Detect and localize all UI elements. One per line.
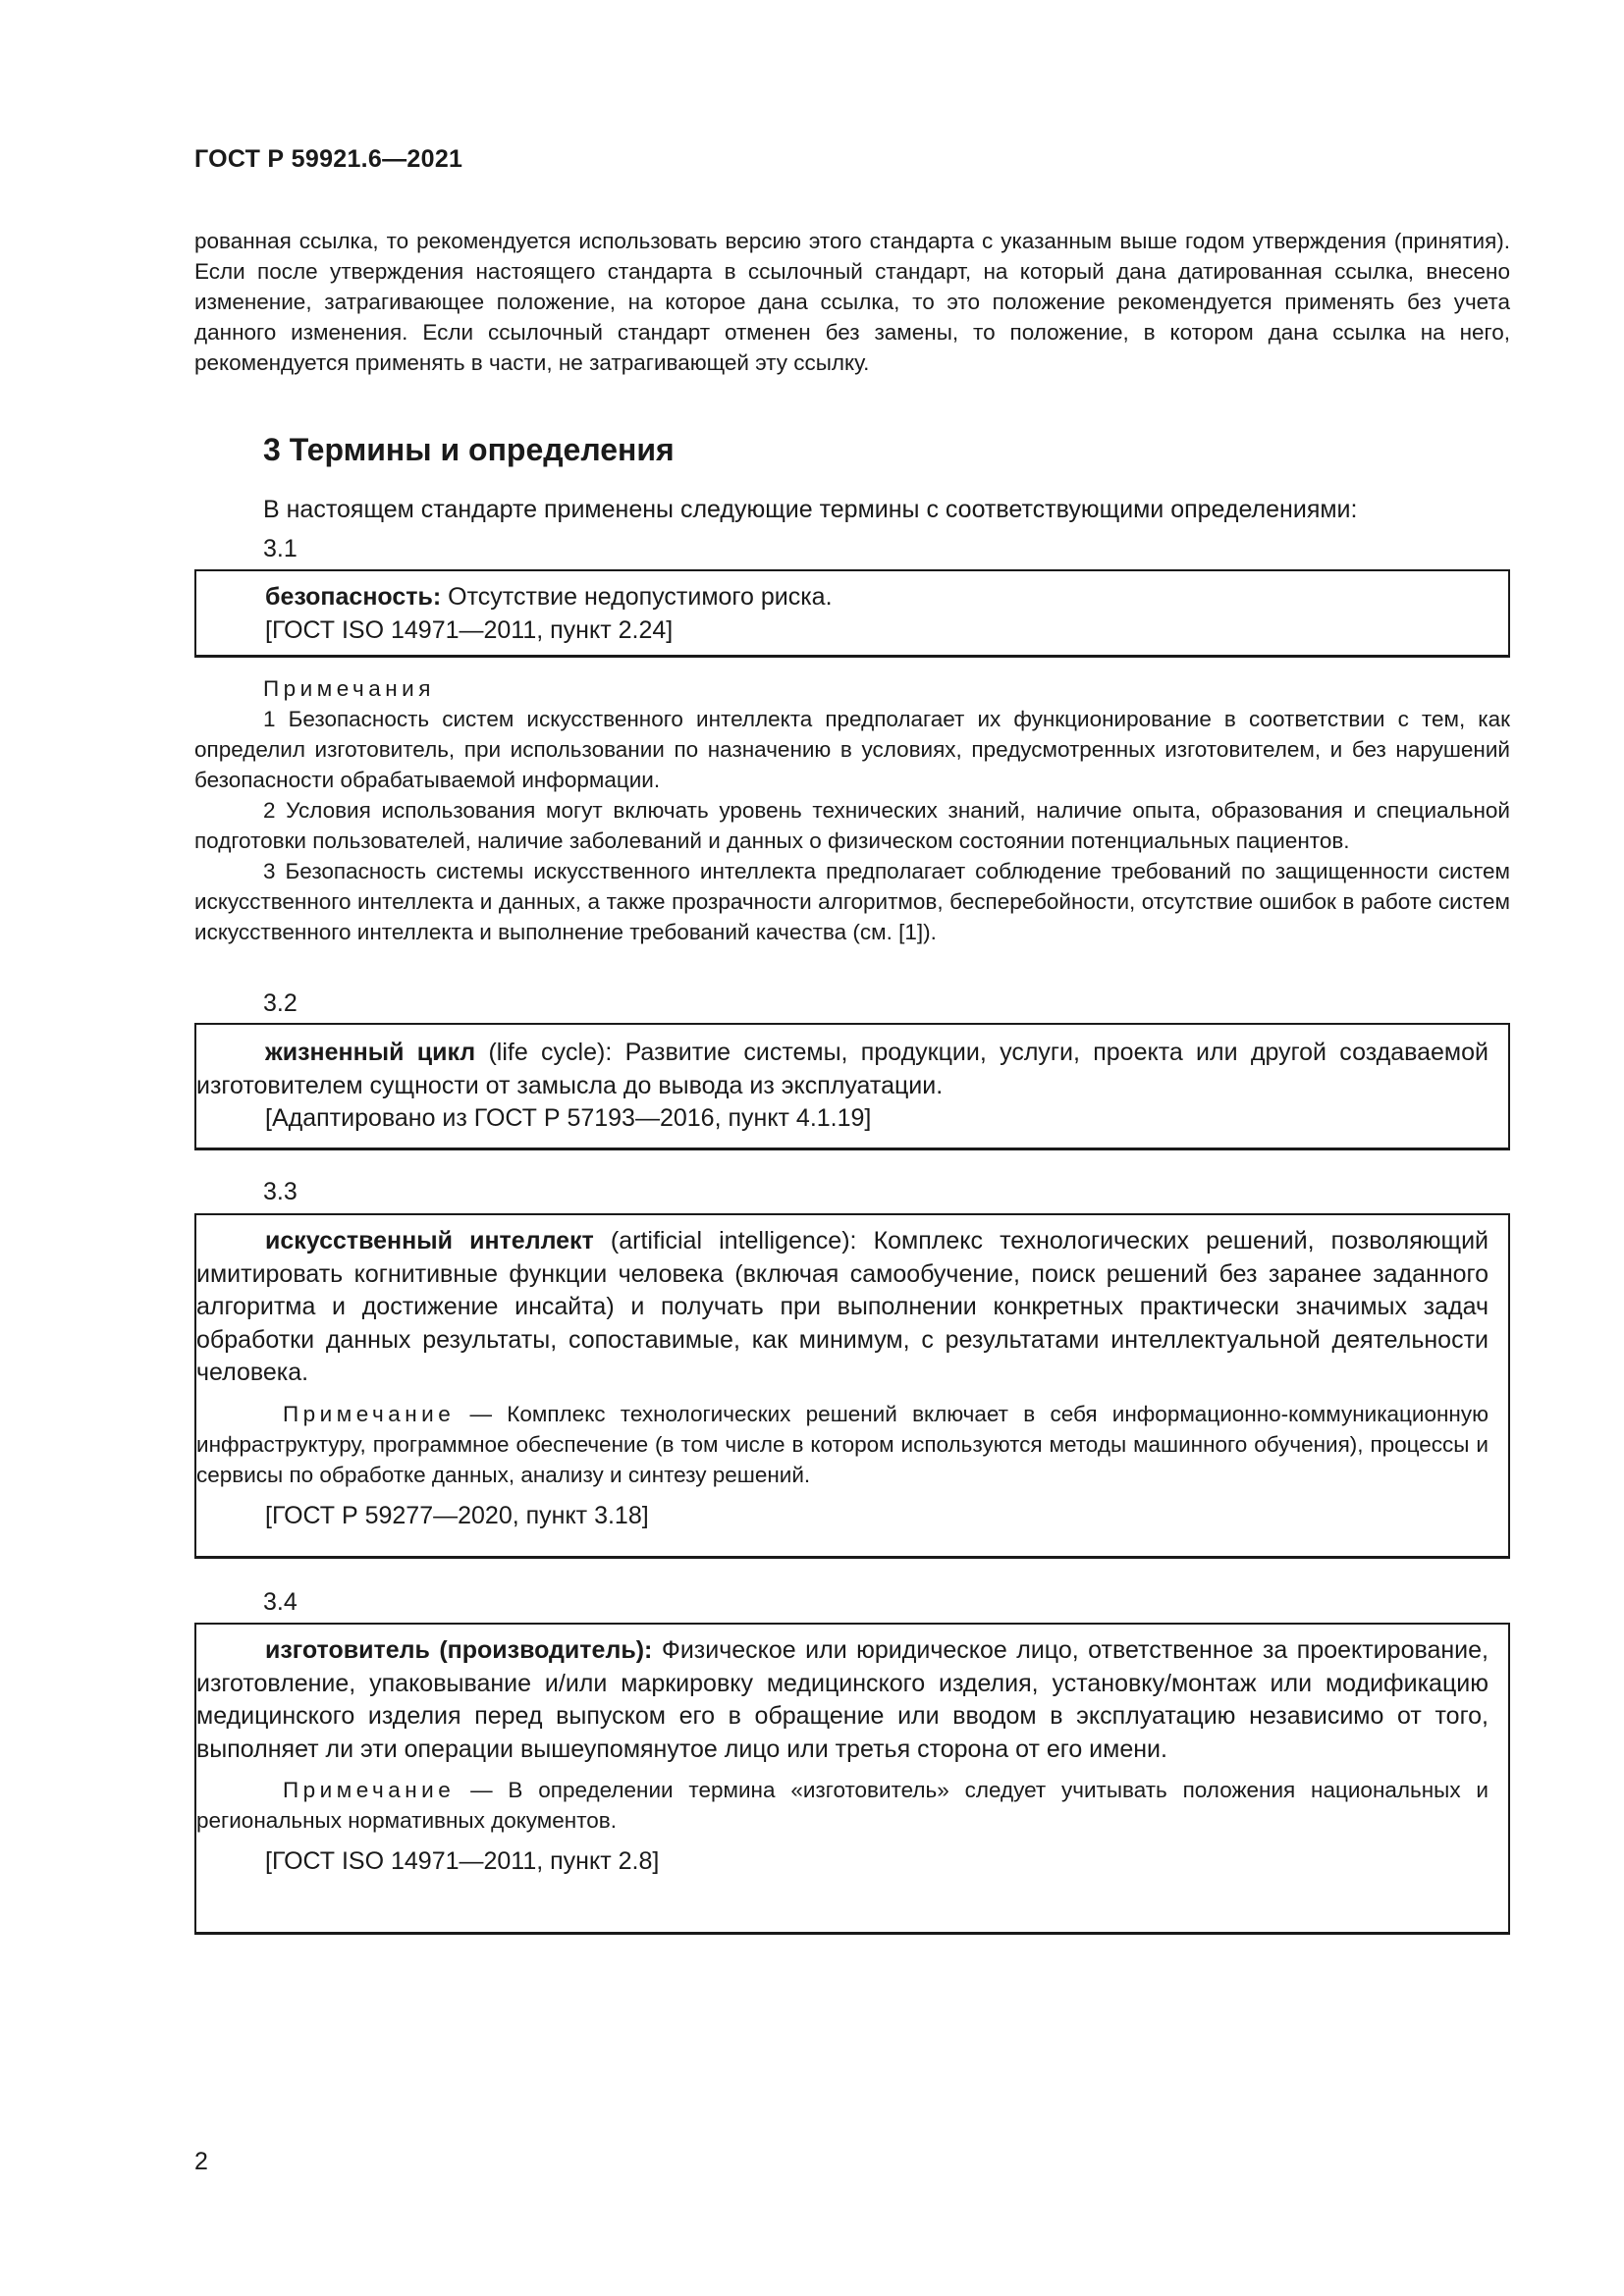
document-header: ГОСТ Р 59921.6—2021 <box>194 145 463 173</box>
term-box-3-4 <box>194 1623 1510 1935</box>
note-text: — В определении термина «изготовитель» следует учитывать положения национальных и региональных нормативных документов. <box>196 1778 1489 1833</box>
term-definition <box>196 1225 1489 1390</box>
note-item: 3 Безопасность системы искусственного интеллекта предполагает соблюдение требований по защищенности систем искусственного интеллекта и данных, а также прозрачности алгоритмов, бесперебойности, отсутствие ошибок в работе систем искусственного интеллекта и выполнение требований качества (см. [1]). <box>194 859 1510 944</box>
notes-3-1 <box>194 673 1510 947</box>
term-definition-text: : Комплекс технологических решений, позволяющий имитировать когнитивные функции человека (включая самообучение, поиск решений без заранее заданного алгоритма и достижение инсайта) и получать при выполнении конкретных практически значимых задач обработки данных результаты, сопоставимые, как минимум, с результатами интеллектуальной деятельности человека. <box>196 1227 1489 1386</box>
term-number-3-1: 3.1 <box>263 535 298 562</box>
term-name: безопасность: <box>265 583 442 611</box>
term-definition-text: : Развитие системы, продукции, услуги, проекта или другой создаваемой изготовителем сущности от замысла до вывода из эксплуатации. <box>196 1039 1489 1099</box>
term-note <box>196 1399 1489 1490</box>
term-source: [ГОСТ ISO 14971—2011, пункт 2.24] <box>265 615 674 644</box>
term-box-3-2 <box>194 1023 1510 1150</box>
term-source: [ГОСТ ISO 14971—2011, пункт 2.8] <box>265 1847 660 1875</box>
term-foreign: (life cycle) <box>475 1039 606 1066</box>
term-box-3-3 <box>194 1213 1510 1559</box>
note-item: 1 Безопасность систем искусственного интеллекта предполагает их функционирование в соответствии с тем, как определил изготовитель, при использовании по назначению в условиях, предусмотренных изготовителем, и без нарушений безопасности обрабатываемой информации. <box>194 707 1510 792</box>
term-name: жизненный цикл <box>265 1039 476 1066</box>
term-source: [ГОСТ Р 59277—2020, пункт 3.18] <box>265 1501 649 1529</box>
notes-heading: Примечания <box>263 676 435 701</box>
term-number-3-3: 3.3 <box>263 1178 298 1205</box>
term-definition <box>196 1634 1489 1766</box>
term-name: искусственный интеллект <box>265 1227 594 1255</box>
term-source: [Адаптировано из ГОСТ Р 57193—2016, пункт 4.1.19] <box>265 1104 872 1132</box>
term-number-3-4: 3.4 <box>263 1588 298 1616</box>
page-number: 2 <box>194 2148 208 2175</box>
term-box-3-1 <box>194 569 1510 658</box>
section-lead: В настоящем стандарте применены следующие термины с соответствующими определениями: <box>263 496 1358 523</box>
term-definition-text: Отсутствие недопустимого риска. <box>441 583 833 611</box>
term-number-3-2: 3.2 <box>263 989 298 1017</box>
note-text: — Комплекс технологических решений включает в себя информационно-коммуникационную инфраструктуру, программное обеспечение (в том числе в котором используются методы машинного обучения), процессы и сервисы по обработке данных, анализу и синтезу решений. <box>196 1401 1489 1487</box>
term-definition-text: Физическое или юридическое лицо, ответственное за проектирование, изготовление, упаковывание и/или маркировку медицинского изделия, установку/монтаж или модификацию медицинского изделия перед выпуском его в обращение или вводом в эксплуатацию независимо от того, выполняет ли эти операции вышеупомянутое лицо или третья сторона от его имени. <box>196 1636 1489 1763</box>
note-label: Примечание <box>283 1401 456 1426</box>
term-note <box>196 1775 1489 1836</box>
intro-paragraph: рованная ссылка, то рекомендуется использовать версию этого стандарта с указанным выше годом утверждения (принятия). Если после утверждения настоящего стандарта в ссылочный стандарт, на который дана датированная ссылка, внесено изменение, затрагивающее положение, на которое дана ссылка, то это положение рекомендуется применять без учета данного изменения. Если ссылочный стандарт отменен без замены, то положение, в котором дана ссылка на него, рекомендуется применять в части, не затрагивающей эту ссылку. <box>194 229 1510 375</box>
section-title: 3 Термины и определения <box>263 432 675 467</box>
term-definition <box>196 1037 1489 1102</box>
term-definition <box>196 581 1508 614</box>
note-label: Примечание <box>283 1778 456 1802</box>
note-item: 2 Условия использования могут включать уровень технических знаний, наличие опыта, образования и специальной подготовки пользователей, наличие заболеваний и данных о физическом состоянии потенциальных пациентов. <box>194 798 1510 853</box>
term-foreign: (artificial intelligence) <box>593 1227 850 1255</box>
term-name: изготовитель (производитель): <box>265 1636 653 1664</box>
